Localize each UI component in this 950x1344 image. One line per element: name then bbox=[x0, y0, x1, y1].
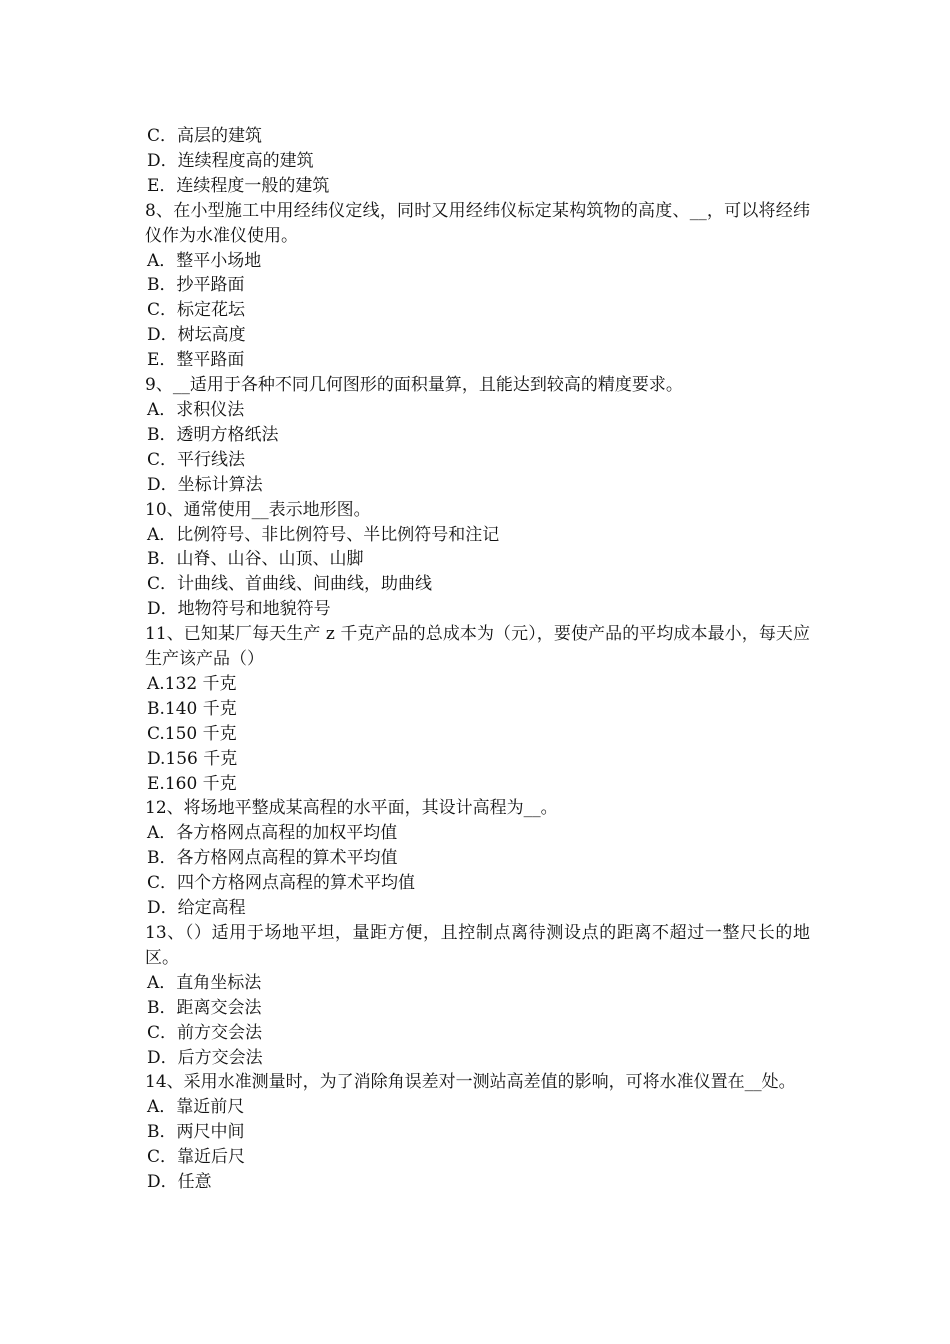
option-line: D．坐标计算法 bbox=[147, 474, 263, 495]
option-line: D．地物符号和地貌符号 bbox=[147, 599, 331, 620]
option-line: D．连续程度高的建筑 bbox=[147, 150, 314, 171]
question-text: 13、（）适用于场地平坦，量距方便，且控制点离待测设点的距离不超过一整尺长的地区。 bbox=[145, 923, 810, 968]
question-text: 12、将场地平整成某高程的水平面，其设计高程为__。 bbox=[145, 798, 558, 819]
option-line: B．抄平路面 bbox=[147, 275, 245, 296]
option-line: A．靠近前尺 bbox=[147, 1097, 245, 1118]
option-line: B．各方格网点高程的算术平均值 bbox=[147, 848, 398, 869]
option-line: A．各方格网点高程的加权平均值 bbox=[147, 823, 398, 844]
option-line: C．平行线法 bbox=[147, 449, 246, 470]
option-line: A．直角坐标法 bbox=[147, 972, 262, 993]
option-line: C．标定花坛 bbox=[147, 300, 246, 321]
option-line: B．透明方格纸法 bbox=[147, 424, 279, 445]
question-8 bbox=[145, 199, 810, 373]
option-line: C．靠近后尺 bbox=[147, 1147, 246, 1168]
question-text: 14、采用水准测量时，为了消除角误差对一测站高差值的影响，可将水准仪置在__处。 bbox=[145, 1072, 796, 1093]
question-9 bbox=[145, 373, 810, 498]
question-10 bbox=[145, 498, 810, 623]
option-line: B．两尺中间 bbox=[147, 1122, 245, 1143]
option-line: E．连续程度一般的建筑 bbox=[147, 175, 330, 196]
option-line: C．计曲线、首曲线、间曲线，助曲线 bbox=[147, 574, 433, 595]
option-line: D．树坛高度 bbox=[147, 325, 246, 346]
question-text: 10、通常使用__表示地形图。 bbox=[145, 499, 371, 520]
option-line: E．整平路面 bbox=[147, 350, 245, 371]
document-page bbox=[145, 124, 810, 1195]
option-line: B．距离交会法 bbox=[147, 997, 262, 1018]
question-13 bbox=[145, 921, 810, 1070]
question-text: 8、在小型施工中用经纬仪定线，同时又用经纬仪标定某构筑物的高度、__，可以将经纬仪作为水准仪使用。 bbox=[145, 200, 810, 246]
option-line: D．给定高程 bbox=[147, 898, 246, 919]
option-line: D．后方交会法 bbox=[147, 1047, 263, 1068]
option-line: C．前方交会法 bbox=[147, 1022, 263, 1043]
option-line: B．山脊、山谷、山顶、山脚 bbox=[147, 549, 364, 570]
option-line: A．比例符号、非比例符号、半比例符号和注记 bbox=[147, 524, 500, 545]
option-line: C．四个方格网点高程的算术平均值 bbox=[147, 873, 416, 894]
question-12 bbox=[145, 796, 810, 921]
question-14 bbox=[145, 1070, 810, 1195]
option-line: E.160 千克 bbox=[147, 773, 237, 794]
option-line: A．求积仪法 bbox=[147, 399, 245, 420]
option-line: C．高层的建筑 bbox=[147, 126, 263, 146]
question-text: 11、已知某厂每天生产 z 千克产品的总成本为（元），要使产品的平均成本最小，每天应生产该产品（） bbox=[145, 624, 810, 670]
option-line: C.150 千克 bbox=[147, 723, 237, 744]
option-line: A.132 千克 bbox=[147, 673, 237, 694]
option-line: D．任意 bbox=[147, 1172, 212, 1193]
option-line: A．整平小场地 bbox=[147, 250, 262, 271]
question-11 bbox=[145, 622, 810, 796]
option-line: B.140 千克 bbox=[147, 698, 237, 719]
question-text: 9、__适用于各种不同几何图形的面积量算，且能达到较高的精度要求。 bbox=[145, 375, 683, 396]
option-line: D.156 千克 bbox=[147, 748, 238, 769]
